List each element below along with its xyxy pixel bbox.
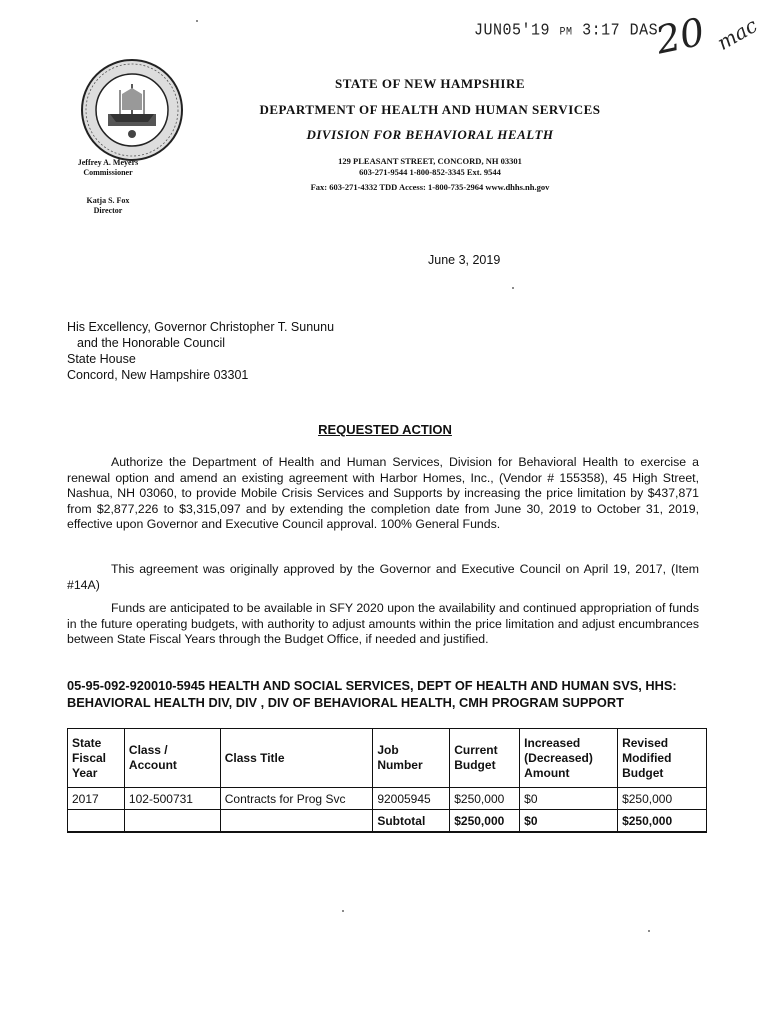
table-header-row xyxy=(68,729,707,788)
addressee-line: His Excellency, Governor Christopher T. Sununu xyxy=(67,320,335,334)
column-header: Class Title xyxy=(220,729,373,788)
letterhead-phone: 603-271-9544 1-800-852-3345 Ext. 9544 xyxy=(359,167,501,177)
official-title: Director xyxy=(93,206,123,215)
letterhead-department: DEPARTMENT OF HEALTH AND HUMAN SERVICES xyxy=(259,102,601,117)
letterhead-division: DIVISION FOR BEHAVIORAL HEALTH xyxy=(306,127,554,142)
column-header: Increased (Decreased) Amount xyxy=(520,729,618,788)
handwritten-initials: mac xyxy=(712,13,762,55)
table-cell: $250,000 xyxy=(618,788,707,810)
table-cell xyxy=(124,810,220,833)
stamp-code: DAS xyxy=(629,21,659,40)
subtotal-label: Subtotal xyxy=(373,810,450,833)
scan-speck xyxy=(342,910,344,912)
receipt-stamp xyxy=(474,21,658,40)
addressee-block xyxy=(67,319,334,383)
scan-speck xyxy=(512,287,514,289)
table-cell: $250,000 xyxy=(450,788,520,810)
subtotal-current: $250,000 xyxy=(450,810,520,833)
table-cell: 102-500731 xyxy=(124,788,220,810)
stamp-date: JUN05'19 xyxy=(474,21,551,40)
letterhead-state: STATE OF NEW HAMPSHIRE xyxy=(334,76,526,91)
paragraph-funds: Funds are anticipated to be available in SFY 2020 upon the availability and continued appropriation of funds in the future operating budgets, with authority to adjust amounts within the price limitation and adjust encumbrances between State Fiscal Years through the Budget Office, if needed and justified. xyxy=(67,601,699,647)
handwritten-item-number: 20 xyxy=(651,9,709,63)
letterhead-fax: Fax: 603-271-4332 TDD Access: 1-800-735-2964 www.dhhs.nh.gov xyxy=(310,182,550,192)
official-director xyxy=(50,196,166,216)
official-name: Jeffrey A. Meyers xyxy=(77,158,139,167)
table-cell: $0 xyxy=(520,788,618,810)
stamp-meridiem: PM xyxy=(559,26,573,39)
official-commissioner xyxy=(50,158,166,178)
table-cell xyxy=(220,810,373,833)
column-header: Class / Account xyxy=(124,729,220,788)
budget-table xyxy=(67,728,707,833)
official-name: Katja S. Fox xyxy=(86,196,130,205)
subtotal-row xyxy=(68,810,707,833)
scan-speck xyxy=(196,20,198,22)
paragraph-authorize: Authorize the Department of Health and Human Services, Division for Behavioral Health to exercise a renewal option and amend an existing agreement with Harbor Homes, Inc., (Vendor # 155358), 45 High Street, Nashua, NH 03060, to provide Mobile Crisis Services and Supports by increasing the price limitation by $437,871 from $2,877,226 to $3,315,097 and by extending the completion date from June 30, 2019 to October 31, 2019, effective upon Governor and Executive Council approval. 100% General Funds. xyxy=(67,455,699,532)
table-cell xyxy=(68,810,125,833)
scan-speck xyxy=(648,930,650,932)
table-cell: 92005945 xyxy=(373,788,450,810)
addressee-line: and the Honorable Council xyxy=(77,336,226,350)
subtotal-change: $0 xyxy=(520,810,618,833)
column-header: Revised Modified Budget xyxy=(618,729,707,788)
table-row xyxy=(68,788,707,810)
requested-action-heading: REQUESTED ACTION xyxy=(318,422,452,437)
column-header: Current Budget xyxy=(450,729,520,788)
letter-date: June 3, 2019 xyxy=(428,253,501,267)
account-heading: 05-95-092-920010-5945 HEALTH AND SOCIAL SERVICES, DEPT OF HEALTH AND HUMAN SVS, HHS: BEHAVIORAL HEALTH DIV, DIV , DIV OF BEHAVIORAL HEALTH, CMH PROGRAM SUPPORT xyxy=(67,678,677,710)
column-header: State Fiscal Year xyxy=(68,729,125,788)
letterhead-address: 129 PLEASANT STREET, CONCORD, NH 03301 xyxy=(338,156,522,166)
stamp-time: 3:17 xyxy=(582,21,621,40)
official-title: Commissioner xyxy=(83,168,133,177)
addressee-line: State House xyxy=(67,352,136,366)
subtotal-revised: $250,000 xyxy=(618,810,707,833)
table-cell: 2017 xyxy=(68,788,125,810)
column-header: Job Number xyxy=(373,729,450,788)
state-seal-icon xyxy=(80,58,184,162)
addressee-line: Concord, New Hampshire 03301 xyxy=(67,368,249,382)
paragraph-original-approval: This agreement was originally approved by the Governor and Executive Council on April 19, 2017, (Item #14A) xyxy=(67,562,699,592)
table-cell: Contracts for Prog Svc xyxy=(220,788,373,810)
